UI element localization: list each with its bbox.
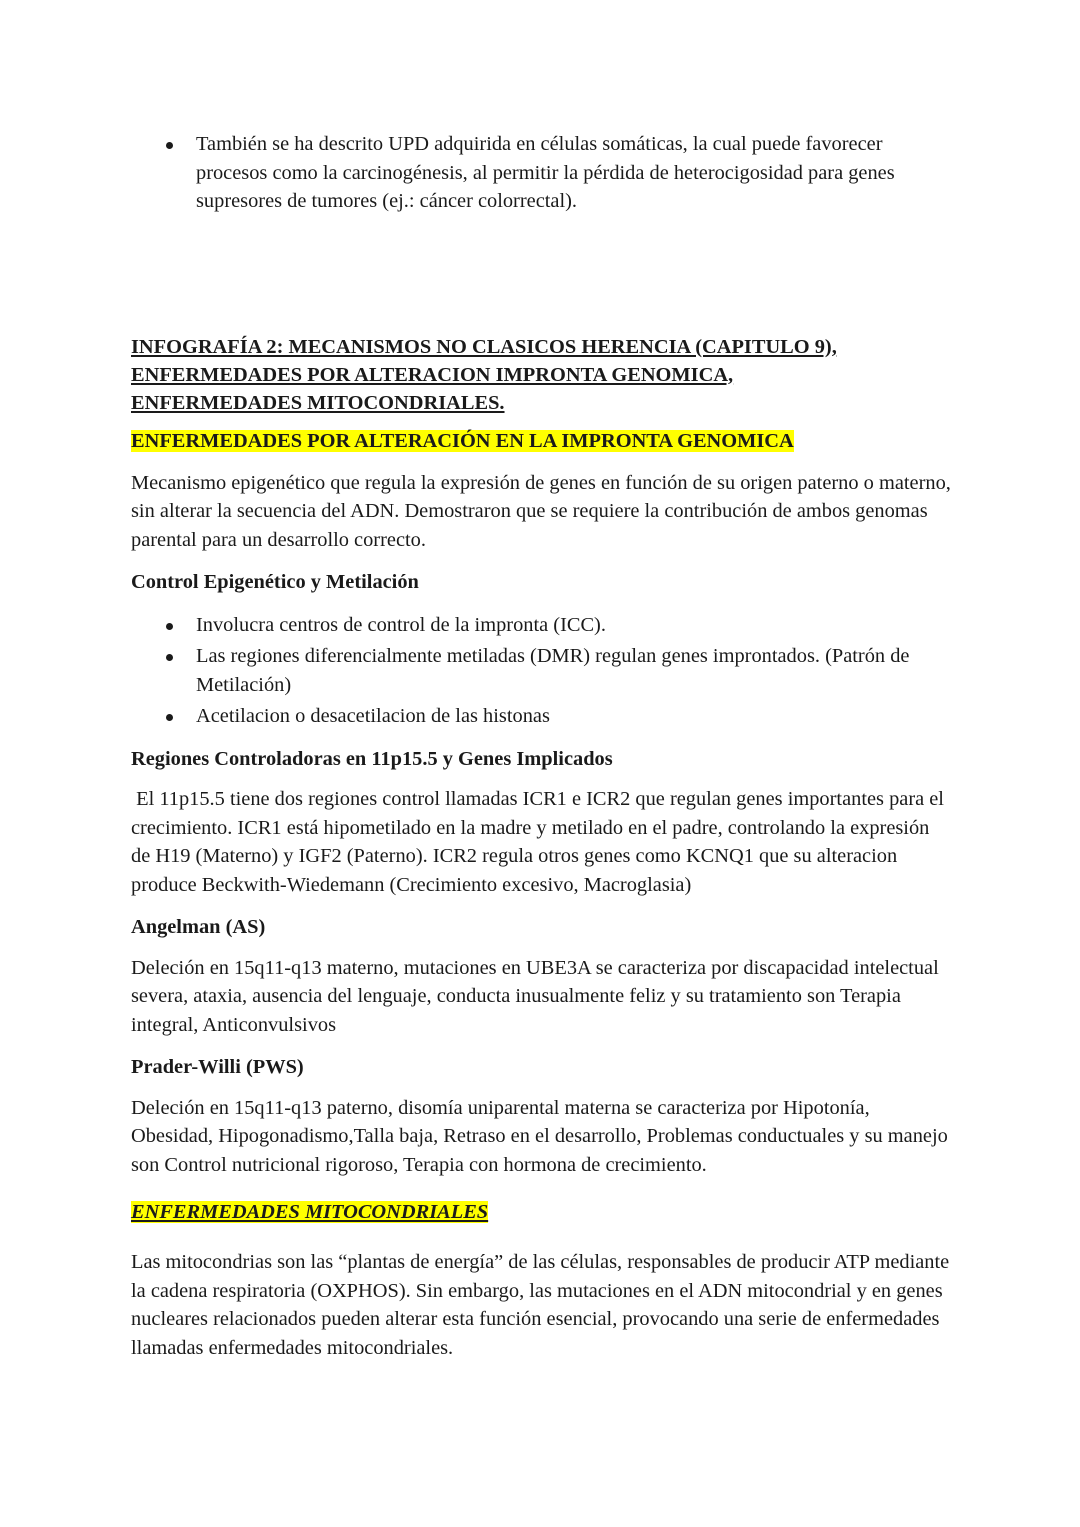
regions-heading: Regiones Controladoras en 11p15.5 y Genes Implicados (131, 747, 613, 770)
intro-bullet-list (131, 130, 951, 216)
epigenetic-bullet-text: Las regiones diferencialmente metiladas (DMR) regulan genes improntados. (Patrón de Metilación) (196, 645, 910, 696)
list-item (131, 611, 951, 640)
prader-willi-paragraph: Deleción en 15q11-q13 paterno, disomía uniparental materna se caracteriza por Hipotonía, Obesidad, Hipogonadismo,Talla baja, Retraso en el desarrollo, Problemas conductuales y su manejo son Control nutricional rigoroso, Terapia con hormona de crecimiento. (131, 1096, 948, 1176)
bullet-icon (166, 654, 173, 661)
bullet-icon (166, 623, 173, 630)
mito-heading: ENFERMEDADES MITOCONDRIALES (131, 1201, 489, 1223)
list-item (131, 702, 951, 731)
title-line-3: ENFERMEDADES MITOCONDRIALES. (131, 391, 505, 414)
prader-willi-heading: Prader-Willi (PWS) (131, 1056, 304, 1078)
mito-paragraph: Las mitocondrias son las “plantas de energía” de las células, responsables de producir ATP mediante la cadena respiratoria (OXPHOS). Sin embargo, las mutaciones en el ADN mitocondrial y en genes nucleares relacionados pueden alterar esta función esencial, provocando una serie de enfermedades llamadas enfermedades mitocondriales. (131, 1251, 950, 1359)
title-line-2: ENFERMEDADES POR ALTERACION IMPRONTA GENOMICA, (131, 363, 734, 386)
list-item (131, 130, 951, 216)
infographic-title (131, 333, 951, 417)
imprinting-paragraph: Mecanismo epigenético que regula la expresión de genes en función de su origen paterno o materno, sin alterar la secuencia del ADN. Demostraron que se requiere la contribución de ambos genomas parental para un desarrollo correcto. (131, 471, 951, 551)
imprinting-heading: ENFERMEDADES POR ALTERACIÓN EN LA IMPRONTA GENOMICA (131, 429, 794, 452)
epigenetic-heading: Control Epigenético y Metilación (131, 571, 419, 593)
bullet-icon (166, 142, 173, 149)
epigenetic-bullet-list (131, 611, 951, 731)
imprinting-heading-row (131, 425, 951, 457)
epigenetic-bullet-text: Acetilacion o desacetilacion de las histonas (196, 705, 550, 727)
regions-paragraph: El 11p15.5 tiene dos regiones control llamadas ICR1 e ICR2 que regulan genes importantes para el crecimiento. ICR1 está hipometilado en la madre y metilado en el padre, controlando la expresión de H19 (Materno) y IGF2 (Paterno). ICR2 regula otros genes como KCNQ1 que su alteracion produce Beckwith-Wiedemann (Crecimiento excesivo, Macroglasia) (131, 788, 950, 896)
mito-heading-row (131, 1196, 951, 1228)
angelman-paragraph: Deleción en 15q11-q13 materno, mutaciones en UBE3A se caracteriza por discapacidad intelectual severa, ataxia, ausencia del lenguaje, conducta inusualmente feliz y su tratamiento son Terapia integral, Anticonvulsivos (131, 956, 939, 1036)
list-item (131, 642, 951, 699)
bullet-icon (166, 714, 173, 721)
intro-bullet-text: También se ha descrito UPD adquirida en células somáticas, la cual puede favorecer procesos como la carcinogénesis, al permitir la pérdida de heterocigosidad para genes supresores de tumores (ej.: cáncer colorrectal). (196, 133, 895, 212)
document-body (131, 130, 951, 1362)
angelman-heading: Angelman (AS) (131, 916, 266, 938)
title-line-1: INFOGRAFÍA 2: MECANISMOS NO CLASICOS HERENCIA (CAPITULO 9), (131, 335, 837, 358)
epigenetic-bullet-text: Involucra centros de control de la impronta (ICC). (196, 613, 606, 636)
